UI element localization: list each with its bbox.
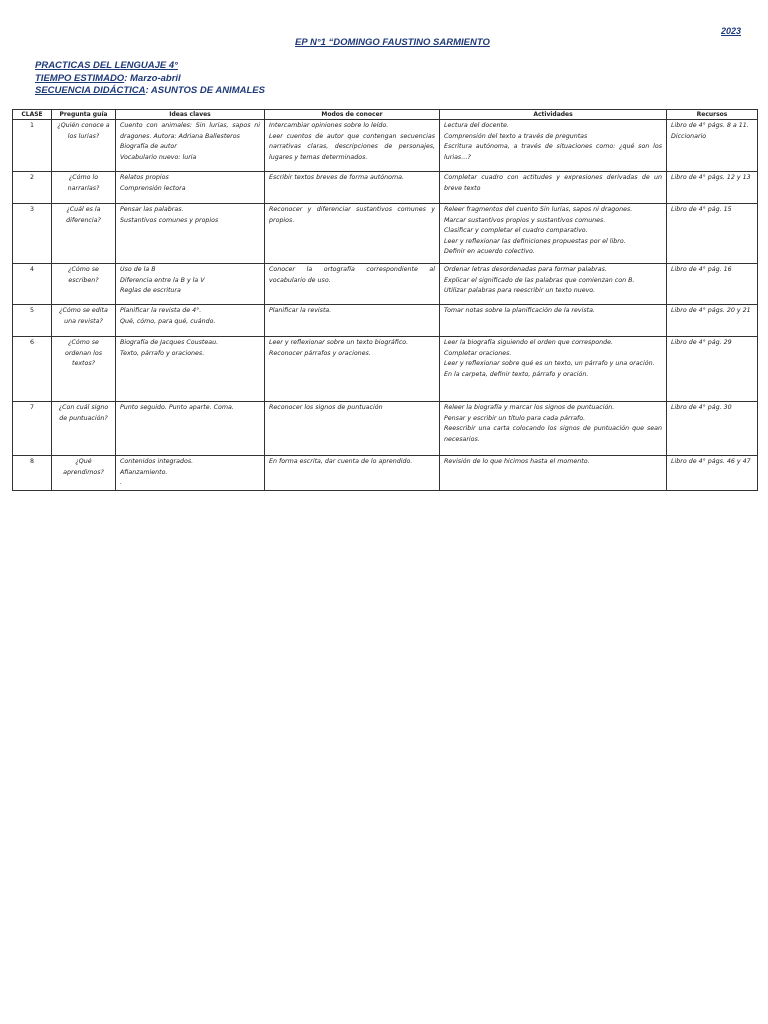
- cell-ideas: [116, 172, 265, 204]
- cell-recursos: [667, 456, 758, 491]
- cell-pregunta: ¿Con cuál signo de puntuación?: [52, 402, 116, 456]
- cell-pregunta: ¿Qué aprendimos?: [52, 456, 116, 491]
- cell-line: Releer la biografía y marcar los signos de puntuación.: [444, 404, 615, 411]
- cell-line: Planificar la revista de 4°.: [120, 307, 202, 314]
- cell-modos: [265, 120, 440, 172]
- cell-pregunta: ¿Cómo se edita una revista?: [52, 305, 116, 337]
- cell-recursos: [667, 264, 758, 305]
- cell-line: Libro de 4° págs. 12 y 13: [671, 174, 751, 181]
- table-row: [13, 456, 758, 491]
- cell-ideas: [116, 204, 265, 264]
- cell-line: Sustantivos comunes y propios: [120, 216, 219, 224]
- didactic-sequence: [35, 85, 265, 98]
- cell-actividades: [440, 305, 667, 337]
- cell-line: Reconocer los signos de puntuación: [269, 404, 383, 411]
- cell-clase: 7: [13, 402, 52, 456]
- cell-actividades: [440, 264, 667, 305]
- cell-ideas: [116, 305, 265, 337]
- cell-recursos: [667, 120, 758, 172]
- cell-line: Relatos propios: [120, 174, 169, 181]
- column-header-recursos: Recursos: [667, 110, 758, 120]
- cell-line: Pensar las palabras.: [120, 206, 184, 213]
- cell-recursos: [667, 337, 758, 402]
- cell-actividades: [440, 456, 667, 491]
- cell-actividades: [440, 120, 667, 172]
- cell-line: Completar cuadro con actitudes y expresiones derivadas de un breve texto: [444, 174, 662, 192]
- cell-line: Completar oraciones.: [444, 349, 512, 357]
- document-header: [35, 60, 265, 98]
- table-row: [13, 204, 758, 264]
- cell-clase: 5: [13, 305, 52, 337]
- cell-line: Reglas de escritura: [120, 287, 181, 295]
- cell-line: Biografía de Jacques Cousteau.: [120, 339, 219, 346]
- cell-ideas: [116, 402, 265, 456]
- cell-line: Punto seguido. Punto aparte. Coma.: [120, 404, 234, 411]
- cell-modos: [265, 305, 440, 337]
- cell-line: Revisión de lo que hicimos hasta el momento.: [444, 458, 590, 465]
- school-title: EP N°1 “DOMINGO FAUSTINO SARMIENTO: [295, 37, 490, 48]
- cell-line: Vocabulario nuevo: luria: [120, 153, 197, 161]
- table-header-row: [13, 110, 758, 120]
- cell-line: Ordenar letras desordenadas para formar palabras.: [444, 266, 607, 273]
- cell-line: Afianzamiento.: [120, 468, 168, 476]
- cell-actividades: [440, 204, 667, 264]
- cell-line: Libro de 4° pág. 16: [671, 266, 732, 273]
- cell-clase: 4: [13, 264, 52, 305]
- cell-line: Escribir textos breves de forma autónoma.: [269, 174, 404, 181]
- cell-line: Libro de 4° pág. 15: [671, 206, 732, 213]
- cell-actividades: [440, 337, 667, 402]
- year-label: 2023: [721, 26, 742, 36]
- cell-line: Pensar y escribir un título para cada párrafo.: [444, 414, 586, 422]
- cell-line: Releer fragmentos del cuento Sin lurias, sapos ni dragones.: [444, 206, 633, 213]
- cell-line: Biografía de autor: [120, 143, 177, 151]
- cell-recursos: [667, 402, 758, 456]
- table-row: [13, 264, 758, 305]
- time-estimate: [35, 73, 265, 86]
- cell-actividades: [440, 402, 667, 456]
- cell-line: Cuento con animales: Sin lurias, sapos ni dragones. Autora: Adriana Ballesteros: [120, 122, 260, 140]
- cell-line: Conocer la ortografía correspondiente al vocabulario de uso.: [269, 266, 435, 284]
- cell-recursos: [667, 305, 758, 337]
- cell-ideas: [116, 120, 265, 172]
- cell-pregunta: ¿Quién conoce a los lurias?: [52, 120, 116, 172]
- cell-line: Explicar el significado de las palabras que comienzan con B.: [444, 276, 635, 284]
- lesson-plan-table: [12, 109, 758, 491]
- cell-line: Texto, párrafo y oraciones.: [120, 349, 205, 357]
- cell-line: Marcar sustantivos propios y sustantivos comunes.: [444, 216, 606, 224]
- cell-line: Leer cuentos de autor que contengan secuencias narrativas claras, descripciones de personajes, lugares y temas determinados.: [269, 132, 435, 161]
- sequence-label: SECUENCIA DIDÁCTICA: [35, 85, 146, 96]
- cell-modos: [265, 172, 440, 204]
- sequence-value: : ASUNTOS DE ANIMALES: [145, 85, 265, 96]
- cell-line: Leer y reflexionar las definiciones propuestas por el libro.: [444, 237, 626, 245]
- cell-recursos: [667, 172, 758, 204]
- subject-title: [35, 60, 265, 73]
- cell-line: Intercambiar opiniones sobre lo leído.: [269, 122, 389, 129]
- subject-text: PRACTICAS DEL LENGUAJE 4°: [35, 60, 178, 71]
- cell-line: Escritura autónoma, a través de situaciones como: ¿qué son los lurias…?: [444, 143, 662, 161]
- cell-modos: [265, 264, 440, 305]
- column-header-clase: CLASE: [13, 110, 52, 120]
- cell-line: Reconocer y diferenciar sustantivos comunes y propios.: [269, 206, 435, 224]
- cell-modos: [265, 204, 440, 264]
- cell-line: Libro de 4° págs. 8 a 11.: [671, 122, 749, 129]
- column-header-ideas: Ideas claves: [116, 110, 265, 120]
- cell-line: .: [120, 479, 123, 487]
- cell-line: Libro de 4° pág. 30: [671, 404, 732, 411]
- cell-line: Comprensión del texto a través de preguntas: [444, 132, 588, 140]
- cell-clase: 6: [13, 337, 52, 402]
- time-label: TIEMPO ESTIMADO: [35, 72, 125, 84]
- table-row: [13, 402, 758, 456]
- cell-clase: 1: [13, 120, 52, 172]
- cell-modos: [265, 402, 440, 456]
- cell-ideas: [116, 456, 265, 491]
- cell-ideas: [116, 264, 265, 305]
- cell-line: Reescribir una carta colocando los signos de puntuación que sean necesarios.: [444, 425, 662, 443]
- cell-line: Contenidos integrados.: [120, 458, 194, 465]
- cell-line: Leer la biografía siguiendo el orden que corresponde.: [444, 339, 613, 346]
- cell-line: En forma escrita, dar cuenta de lo aprendido.: [269, 458, 413, 465]
- column-header-modos: Modos de conocer: [265, 110, 440, 120]
- cell-line: Clasificar y completar el cuadro comparativo.: [444, 227, 588, 235]
- cell-line: Lectura del docente.: [444, 122, 509, 129]
- cell-line: Libro de 4° pág. 29: [671, 339, 732, 346]
- cell-clase: 8: [13, 456, 52, 491]
- cell-line: Definir en acuerdo colectivo.: [444, 248, 535, 256]
- cell-line: Leer y reflexionar sobre qué es un texto, un párrafo y una oración.: [444, 360, 655, 368]
- cell-clase: 2: [13, 172, 52, 204]
- cell-modos: [265, 337, 440, 402]
- cell-actividades: [440, 172, 667, 204]
- cell-line: En la carpeta, definir texto, párrafo y oración.: [444, 370, 589, 378]
- cell-modos: [265, 456, 440, 491]
- time-value: : Marzo-abril: [124, 72, 181, 84]
- cell-line: Planificar la revista.: [269, 307, 332, 314]
- column-header-actividades: Actividades: [440, 110, 667, 120]
- cell-pregunta: ¿Cómo lo narrarías?: [52, 172, 116, 204]
- cell-line: Uso de la B: [120, 266, 156, 273]
- cell-line: Qué, cómo, para qué, cuándo.: [120, 317, 216, 325]
- cell-clase: 3: [13, 204, 52, 264]
- cell-ideas: [116, 337, 265, 402]
- table-row: [13, 172, 758, 204]
- cell-pregunta: ¿Cómo se ordenan los textos?: [52, 337, 116, 402]
- cell-line: Libro de 4° págs. 20 y 21: [671, 307, 751, 314]
- cell-recursos: [667, 204, 758, 264]
- cell-line: Utilizar palabras para reescribir un texto nuevo.: [444, 287, 596, 295]
- cell-line: Diferencia entre la B y la V: [120, 276, 205, 284]
- table-row: [13, 305, 758, 337]
- table-row: [13, 337, 758, 402]
- cell-line: Leer y reflexionar sobre un texto biográfico.: [269, 339, 409, 346]
- cell-line: Libro de 4° págs. 46 y 47: [671, 458, 751, 465]
- cell-line: Tomar notas sobre la planificación de la revista.: [444, 307, 595, 314]
- cell-line: Reconocer párrafos y oraciones.: [269, 349, 371, 357]
- cell-pregunta: ¿Cómo se escriben?: [52, 264, 116, 305]
- column-header-pregunta: Pregunta guía: [52, 110, 116, 120]
- cell-pregunta: ¿Cuál es la diferencia?: [52, 204, 116, 264]
- cell-line: Comprensión lectora: [120, 184, 186, 192]
- cell-line: Diccionario: [671, 132, 707, 140]
- table-row: [13, 120, 758, 172]
